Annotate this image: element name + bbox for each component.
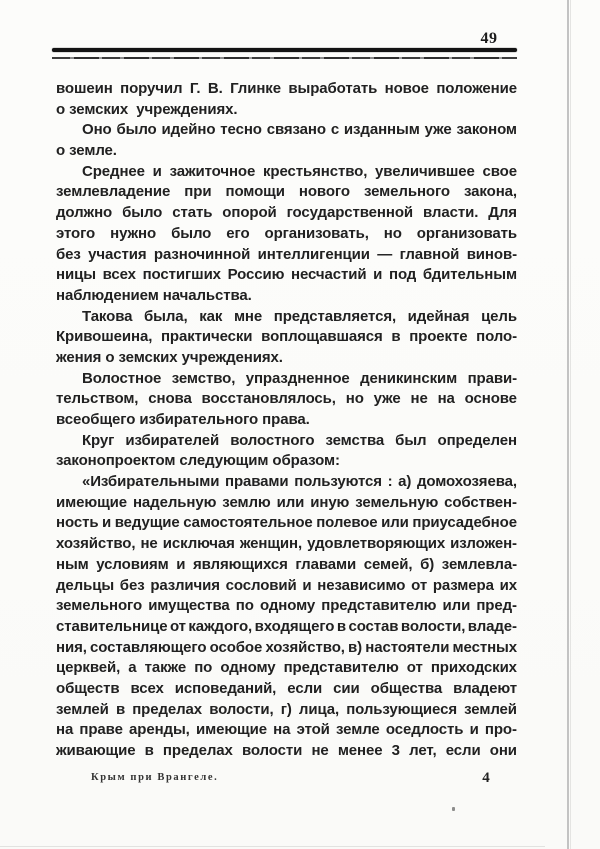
text-line: жения о земских учреждениях. — [56, 348, 283, 366]
text-line: землей в пределах волости, г) лица, пользующиеся землей — [56, 700, 517, 718]
scan-gutter-line-light — [570, 0, 571, 849]
text-line: ницы всех постигших Россию несчастий и под бдительным — [56, 266, 517, 284]
text-line: ставительнице от каждого, входящего в состав волости, владе- — [56, 617, 517, 635]
text-line: хозяйство, не исключая женщин, удовлетворяющих изложен- — [56, 535, 517, 553]
text-line: этого нужно было его организовать, но организовать — [56, 224, 517, 242]
text-line: обществ всех исповеданий, если сии общества владеют — [56, 679, 517, 697]
text-line: на праве аренды, имеющие на этой земле оседлость и про- — [56, 721, 517, 739]
scan-gutter-line — [567, 0, 569, 849]
text-line: Среднее и зажиточное крестьянство, увеличившее свое — [82, 162, 517, 180]
text-block — [56, 79, 517, 762]
text-line: должно было стать опорой государственной власти. Для — [56, 204, 517, 222]
text-line: вошеин поручил Г. В. Глинке выработать новое положение — [56, 80, 517, 97]
text-line: всеобщего избирательного права. — [56, 411, 310, 428]
text-line: Кривошеина, практически воплощавшаяся в проекте поло- — [56, 328, 517, 346]
scan-bottom-edge — [0, 846, 545, 847]
header-rule-thin — [52, 57, 517, 59]
text-line: церквей, а также по одному представителю от приходских — [56, 659, 517, 677]
text-line: «Избирательными правами пользуются : а) домохозяева, — [82, 473, 517, 491]
text-line: законопроектом следующим образом: — [56, 452, 340, 470]
footer-running-title: Крым при Врангеле. — [91, 772, 219, 783]
text-line: Волостное земство, упраздненное деникинским прави- — [82, 369, 517, 387]
text-line: ния, составляющего особое хозяйство, в) настоятели местных — [56, 638, 517, 656]
text-line: Круг избирателей волостного земства был определен — [82, 431, 517, 449]
header-rule-thick — [52, 48, 517, 52]
text-line: дельцы без различия сословий и независимо от размера их — [56, 576, 517, 594]
text-line: Такова была, как мне представляется, идейная цель — [82, 307, 517, 325]
page-number: 49 — [480, 30, 498, 47]
footer-signature-number: 4 — [482, 770, 490, 786]
text-line: имеющие надельную землю или иную земельную собствен- — [56, 493, 517, 511]
text-line: ным условиям и являющихся главами семей, б) землевла- — [56, 555, 517, 573]
text-line: без участия разночинной интеллигенции — главной винов- — [56, 245, 517, 263]
text-line: живающие в пределах волости не менее 3 лет, если они — [56, 742, 517, 759]
text-line: наблюдением начальства. — [56, 286, 252, 304]
text-line: ность и ведущие самостоятельное полевое или приусадебное — [56, 514, 517, 532]
text-line: земельного имущества по одному представителю или пред- — [56, 597, 517, 615]
text-line: землевладение при помощи нового земельного закона, — [56, 183, 517, 201]
scan-speck — [452, 807, 455, 811]
text-line: Оно было идейно тесно связано с изданным уже законом — [82, 121, 517, 139]
text-line: о земле. — [56, 142, 117, 160]
text-line: тельством, снова восстановлялось, но уже не на основе — [56, 390, 517, 408]
text-line: о земских учреждениях. — [56, 100, 238, 118]
